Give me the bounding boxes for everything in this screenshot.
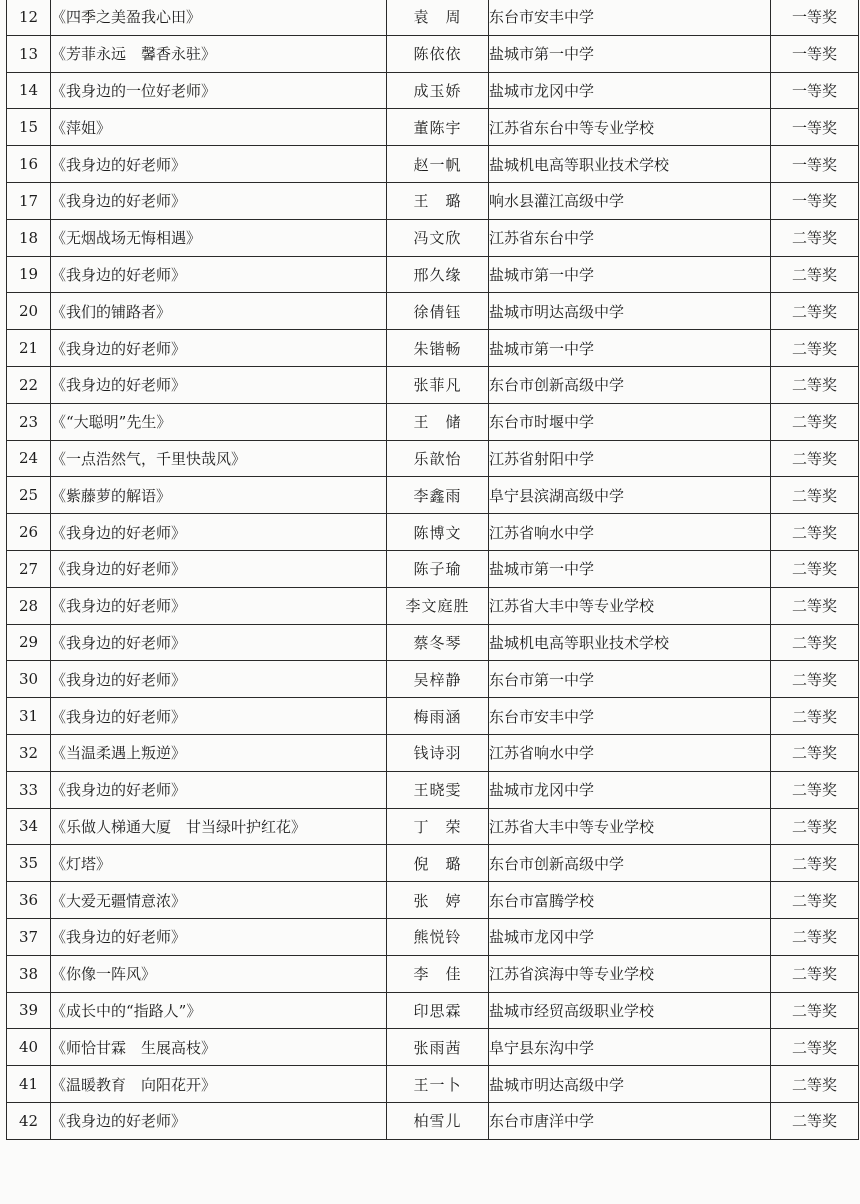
award-level: 二等奖 — [771, 918, 859, 955]
award-level: 二等奖 — [771, 477, 859, 514]
table-row — [7, 845, 859, 882]
essay-title: 《成长中的“指路人”》 — [51, 992, 387, 1029]
author-name: 蔡冬琴 — [387, 624, 489, 661]
school-name: 盐城机电高等职业技术学校 — [489, 624, 771, 661]
author-name: 柏雪儿 — [387, 1102, 489, 1139]
entry-number: 35 — [7, 845, 51, 882]
table-row — [7, 882, 859, 919]
entry-number: 39 — [7, 992, 51, 1029]
table-row — [7, 146, 859, 183]
essay-title: 《四季之美盈我心田》 — [51, 0, 387, 35]
author-name: 王 璐 — [387, 182, 489, 219]
award-level: 二等奖 — [771, 1066, 859, 1103]
award-level: 二等奖 — [771, 587, 859, 624]
school-name: 东台市富腾学校 — [489, 882, 771, 919]
entry-number: 18 — [7, 219, 51, 256]
table-row — [7, 514, 859, 551]
school-name: 阜宁县滨湖高级中学 — [489, 477, 771, 514]
author-name: 袁 周 — [387, 0, 489, 35]
award-level: 一等奖 — [771, 0, 859, 35]
award-level: 二等奖 — [771, 734, 859, 771]
entry-number: 30 — [7, 661, 51, 698]
entry-number: 31 — [7, 698, 51, 735]
essay-title: 《我身边的一位好老师》 — [51, 72, 387, 109]
table-row — [7, 72, 859, 109]
award-level: 一等奖 — [771, 182, 859, 219]
award-level: 二等奖 — [771, 882, 859, 919]
school-name: 响水县灌江高级中学 — [489, 182, 771, 219]
award-level: 二等奖 — [771, 440, 859, 477]
table-row — [7, 182, 859, 219]
essay-title: 《我身边的好老师》 — [51, 587, 387, 624]
author-name: 李鑫雨 — [387, 477, 489, 514]
entry-number: 15 — [7, 109, 51, 146]
author-name: 王一卜 — [387, 1066, 489, 1103]
table-row — [7, 808, 859, 845]
author-name: 钱诗羽 — [387, 734, 489, 771]
essay-title: 《大爱无疆情意浓》 — [51, 882, 387, 919]
table-row — [7, 440, 859, 477]
school-name: 东台市第一中学 — [489, 661, 771, 698]
award-level: 二等奖 — [771, 845, 859, 882]
table-row — [7, 1066, 859, 1103]
essay-title: 《萍姐》 — [51, 109, 387, 146]
entry-number: 17 — [7, 182, 51, 219]
entry-number: 24 — [7, 440, 51, 477]
essay-title: 《我身边的好老师》 — [51, 256, 387, 293]
table-row — [7, 1102, 859, 1139]
school-name: 盐城市第一中学 — [489, 550, 771, 587]
essay-title: 《我身边的好老师》 — [51, 146, 387, 183]
award-level: 二等奖 — [771, 256, 859, 293]
table-row — [7, 477, 859, 514]
entry-number: 14 — [7, 72, 51, 109]
author-name: 王 储 — [387, 403, 489, 440]
table-row — [7, 955, 859, 992]
school-name: 盐城市龙冈中学 — [489, 918, 771, 955]
author-name: 邢久缘 — [387, 256, 489, 293]
essay-title: 《我身边的好老师》 — [51, 330, 387, 367]
table-row — [7, 698, 859, 735]
author-name: 乐歆怡 — [387, 440, 489, 477]
entry-number: 34 — [7, 808, 51, 845]
essay-title: 《一点浩然气，千里快哉风》 — [51, 440, 387, 477]
table-row — [7, 1029, 859, 1066]
award-level: 二等奖 — [771, 992, 859, 1029]
author-name: 王晓雯 — [387, 771, 489, 808]
essay-title: 《“大聪明”先生》 — [51, 403, 387, 440]
entry-number: 27 — [7, 550, 51, 587]
school-name: 江苏省响水中学 — [489, 514, 771, 551]
author-name: 吴梓静 — [387, 661, 489, 698]
award-level: 二等奖 — [771, 550, 859, 587]
school-name: 盐城市明达高级中学 — [489, 1066, 771, 1103]
award-level: 二等奖 — [771, 330, 859, 367]
author-name: 陈博文 — [387, 514, 489, 551]
entry-number: 23 — [7, 403, 51, 440]
essay-title: 《我身边的好老师》 — [51, 1102, 387, 1139]
award-level: 二等奖 — [771, 219, 859, 256]
school-name: 东台市创新高级中学 — [489, 845, 771, 882]
school-name: 江苏省大丰中等专业学校 — [489, 587, 771, 624]
award-level: 一等奖 — [771, 109, 859, 146]
entry-number: 41 — [7, 1066, 51, 1103]
award-level: 二等奖 — [771, 955, 859, 992]
essay-title: 《师恰甘霖 生展高枝》 — [51, 1029, 387, 1066]
award-level: 二等奖 — [771, 771, 859, 808]
essay-title: 《我身边的好老师》 — [51, 550, 387, 587]
award-level: 二等奖 — [771, 514, 859, 551]
entry-number: 29 — [7, 624, 51, 661]
school-name: 东台市时堰中学 — [489, 403, 771, 440]
school-name: 江苏省大丰中等专业学校 — [489, 808, 771, 845]
school-name: 盐城市明达高级中学 — [489, 293, 771, 330]
author-name: 陈子瑜 — [387, 550, 489, 587]
table-row — [7, 0, 859, 35]
award-level: 二等奖 — [771, 624, 859, 661]
school-name: 江苏省射阳中学 — [489, 440, 771, 477]
table-row — [7, 918, 859, 955]
author-name: 李 佳 — [387, 955, 489, 992]
essay-title: 《当温柔遇上叛逆》 — [51, 734, 387, 771]
school-name: 江苏省滨海中等专业学校 — [489, 955, 771, 992]
award-level: 二等奖 — [771, 366, 859, 403]
essay-title: 《芳菲永远 馨香永驻》 — [51, 35, 387, 72]
table-row — [7, 366, 859, 403]
entry-number: 32 — [7, 734, 51, 771]
award-level: 二等奖 — [771, 293, 859, 330]
table-row — [7, 624, 859, 661]
school-name: 盐城市第一中学 — [489, 330, 771, 367]
author-name: 熊悦铃 — [387, 918, 489, 955]
entry-number: 21 — [7, 330, 51, 367]
entry-number: 28 — [7, 587, 51, 624]
award-level: 一等奖 — [771, 146, 859, 183]
entry-number: 13 — [7, 35, 51, 72]
essay-title: 《我身边的好老师》 — [51, 366, 387, 403]
author-name: 陈依依 — [387, 35, 489, 72]
table-row — [7, 403, 859, 440]
essay-title: 《你像一阵风》 — [51, 955, 387, 992]
essay-title: 《乐做人梯通大厦 甘当绿叶护红花》 — [51, 808, 387, 845]
award-level: 一等奖 — [771, 72, 859, 109]
table-row — [7, 256, 859, 293]
author-name: 丁 荣 — [387, 808, 489, 845]
table-row — [7, 734, 859, 771]
award-level: 二等奖 — [771, 808, 859, 845]
essay-title: 《我们的铺路者》 — [51, 293, 387, 330]
school-name: 东台市安丰中学 — [489, 0, 771, 35]
table-row — [7, 771, 859, 808]
table-row — [7, 293, 859, 330]
author-name: 冯文欣 — [387, 219, 489, 256]
table-row — [7, 219, 859, 256]
entry-number: 36 — [7, 882, 51, 919]
essay-title: 《我身边的好老师》 — [51, 918, 387, 955]
school-name: 东台市安丰中学 — [489, 698, 771, 735]
entry-number: 37 — [7, 918, 51, 955]
school-name: 盐城市经贸高级职业学校 — [489, 992, 771, 1029]
award-level: 二等奖 — [771, 1029, 859, 1066]
author-name: 梅雨涵 — [387, 698, 489, 735]
table-row — [7, 330, 859, 367]
entry-number: 20 — [7, 293, 51, 330]
entry-number: 22 — [7, 366, 51, 403]
author-name: 朱锴畅 — [387, 330, 489, 367]
entry-number: 16 — [7, 146, 51, 183]
school-name: 盐城机电高等职业技术学校 — [489, 146, 771, 183]
essay-title: 《温暖教育 向阳花开》 — [51, 1066, 387, 1103]
essay-title: 《无烟战场无悔相遇》 — [51, 219, 387, 256]
essay-title: 《我身边的好老师》 — [51, 182, 387, 219]
award-level: 一等奖 — [771, 35, 859, 72]
entry-number: 42 — [7, 1102, 51, 1139]
entry-number: 25 — [7, 477, 51, 514]
author-name: 张菲凡 — [387, 366, 489, 403]
essay-title: 《我身边的好老师》 — [51, 661, 387, 698]
award-level: 二等奖 — [771, 698, 859, 735]
school-name: 东台市唐洋中学 — [489, 1102, 771, 1139]
entry-number: 26 — [7, 514, 51, 551]
entry-number: 40 — [7, 1029, 51, 1066]
essay-title: 《灯塔》 — [51, 845, 387, 882]
author-name: 李文庭胜 — [387, 587, 489, 624]
awards-table — [6, 0, 859, 1140]
author-name: 徐倩钰 — [387, 293, 489, 330]
author-name: 赵一帆 — [387, 146, 489, 183]
award-level: 二等奖 — [771, 661, 859, 698]
school-name: 盐城市第一中学 — [489, 35, 771, 72]
author-name: 印思霖 — [387, 992, 489, 1029]
award-level: 二等奖 — [771, 1102, 859, 1139]
table-row — [7, 550, 859, 587]
school-name: 江苏省东台中等专业学校 — [489, 109, 771, 146]
school-name: 东台市创新高级中学 — [489, 366, 771, 403]
entry-number: 38 — [7, 955, 51, 992]
author-name: 成玉娇 — [387, 72, 489, 109]
author-name: 董陈宇 — [387, 109, 489, 146]
table-row — [7, 35, 859, 72]
school-name: 阜宁县东沟中学 — [489, 1029, 771, 1066]
essay-title: 《我身边的好老师》 — [51, 771, 387, 808]
award-level: 二等奖 — [771, 403, 859, 440]
table-row — [7, 587, 859, 624]
essay-title: 《我身边的好老师》 — [51, 698, 387, 735]
author-name: 张雨茜 — [387, 1029, 489, 1066]
author-name: 倪 璐 — [387, 845, 489, 882]
school-name: 盐城市龙冈中学 — [489, 72, 771, 109]
table-row — [7, 992, 859, 1029]
essay-title: 《紫藤萝的解语》 — [51, 477, 387, 514]
table-row — [7, 661, 859, 698]
entry-number: 12 — [7, 0, 51, 35]
entry-number: 19 — [7, 256, 51, 293]
essay-title: 《我身边的好老师》 — [51, 514, 387, 551]
table-row — [7, 109, 859, 146]
school-name: 盐城市第一中学 — [489, 256, 771, 293]
school-name: 盐城市龙冈中学 — [489, 771, 771, 808]
awards-table-body — [7, 0, 859, 1139]
school-name: 江苏省东台中学 — [489, 219, 771, 256]
entry-number: 33 — [7, 771, 51, 808]
essay-title: 《我身边的好老师》 — [51, 624, 387, 661]
author-name: 张 婷 — [387, 882, 489, 919]
school-name: 江苏省响水中学 — [489, 734, 771, 771]
